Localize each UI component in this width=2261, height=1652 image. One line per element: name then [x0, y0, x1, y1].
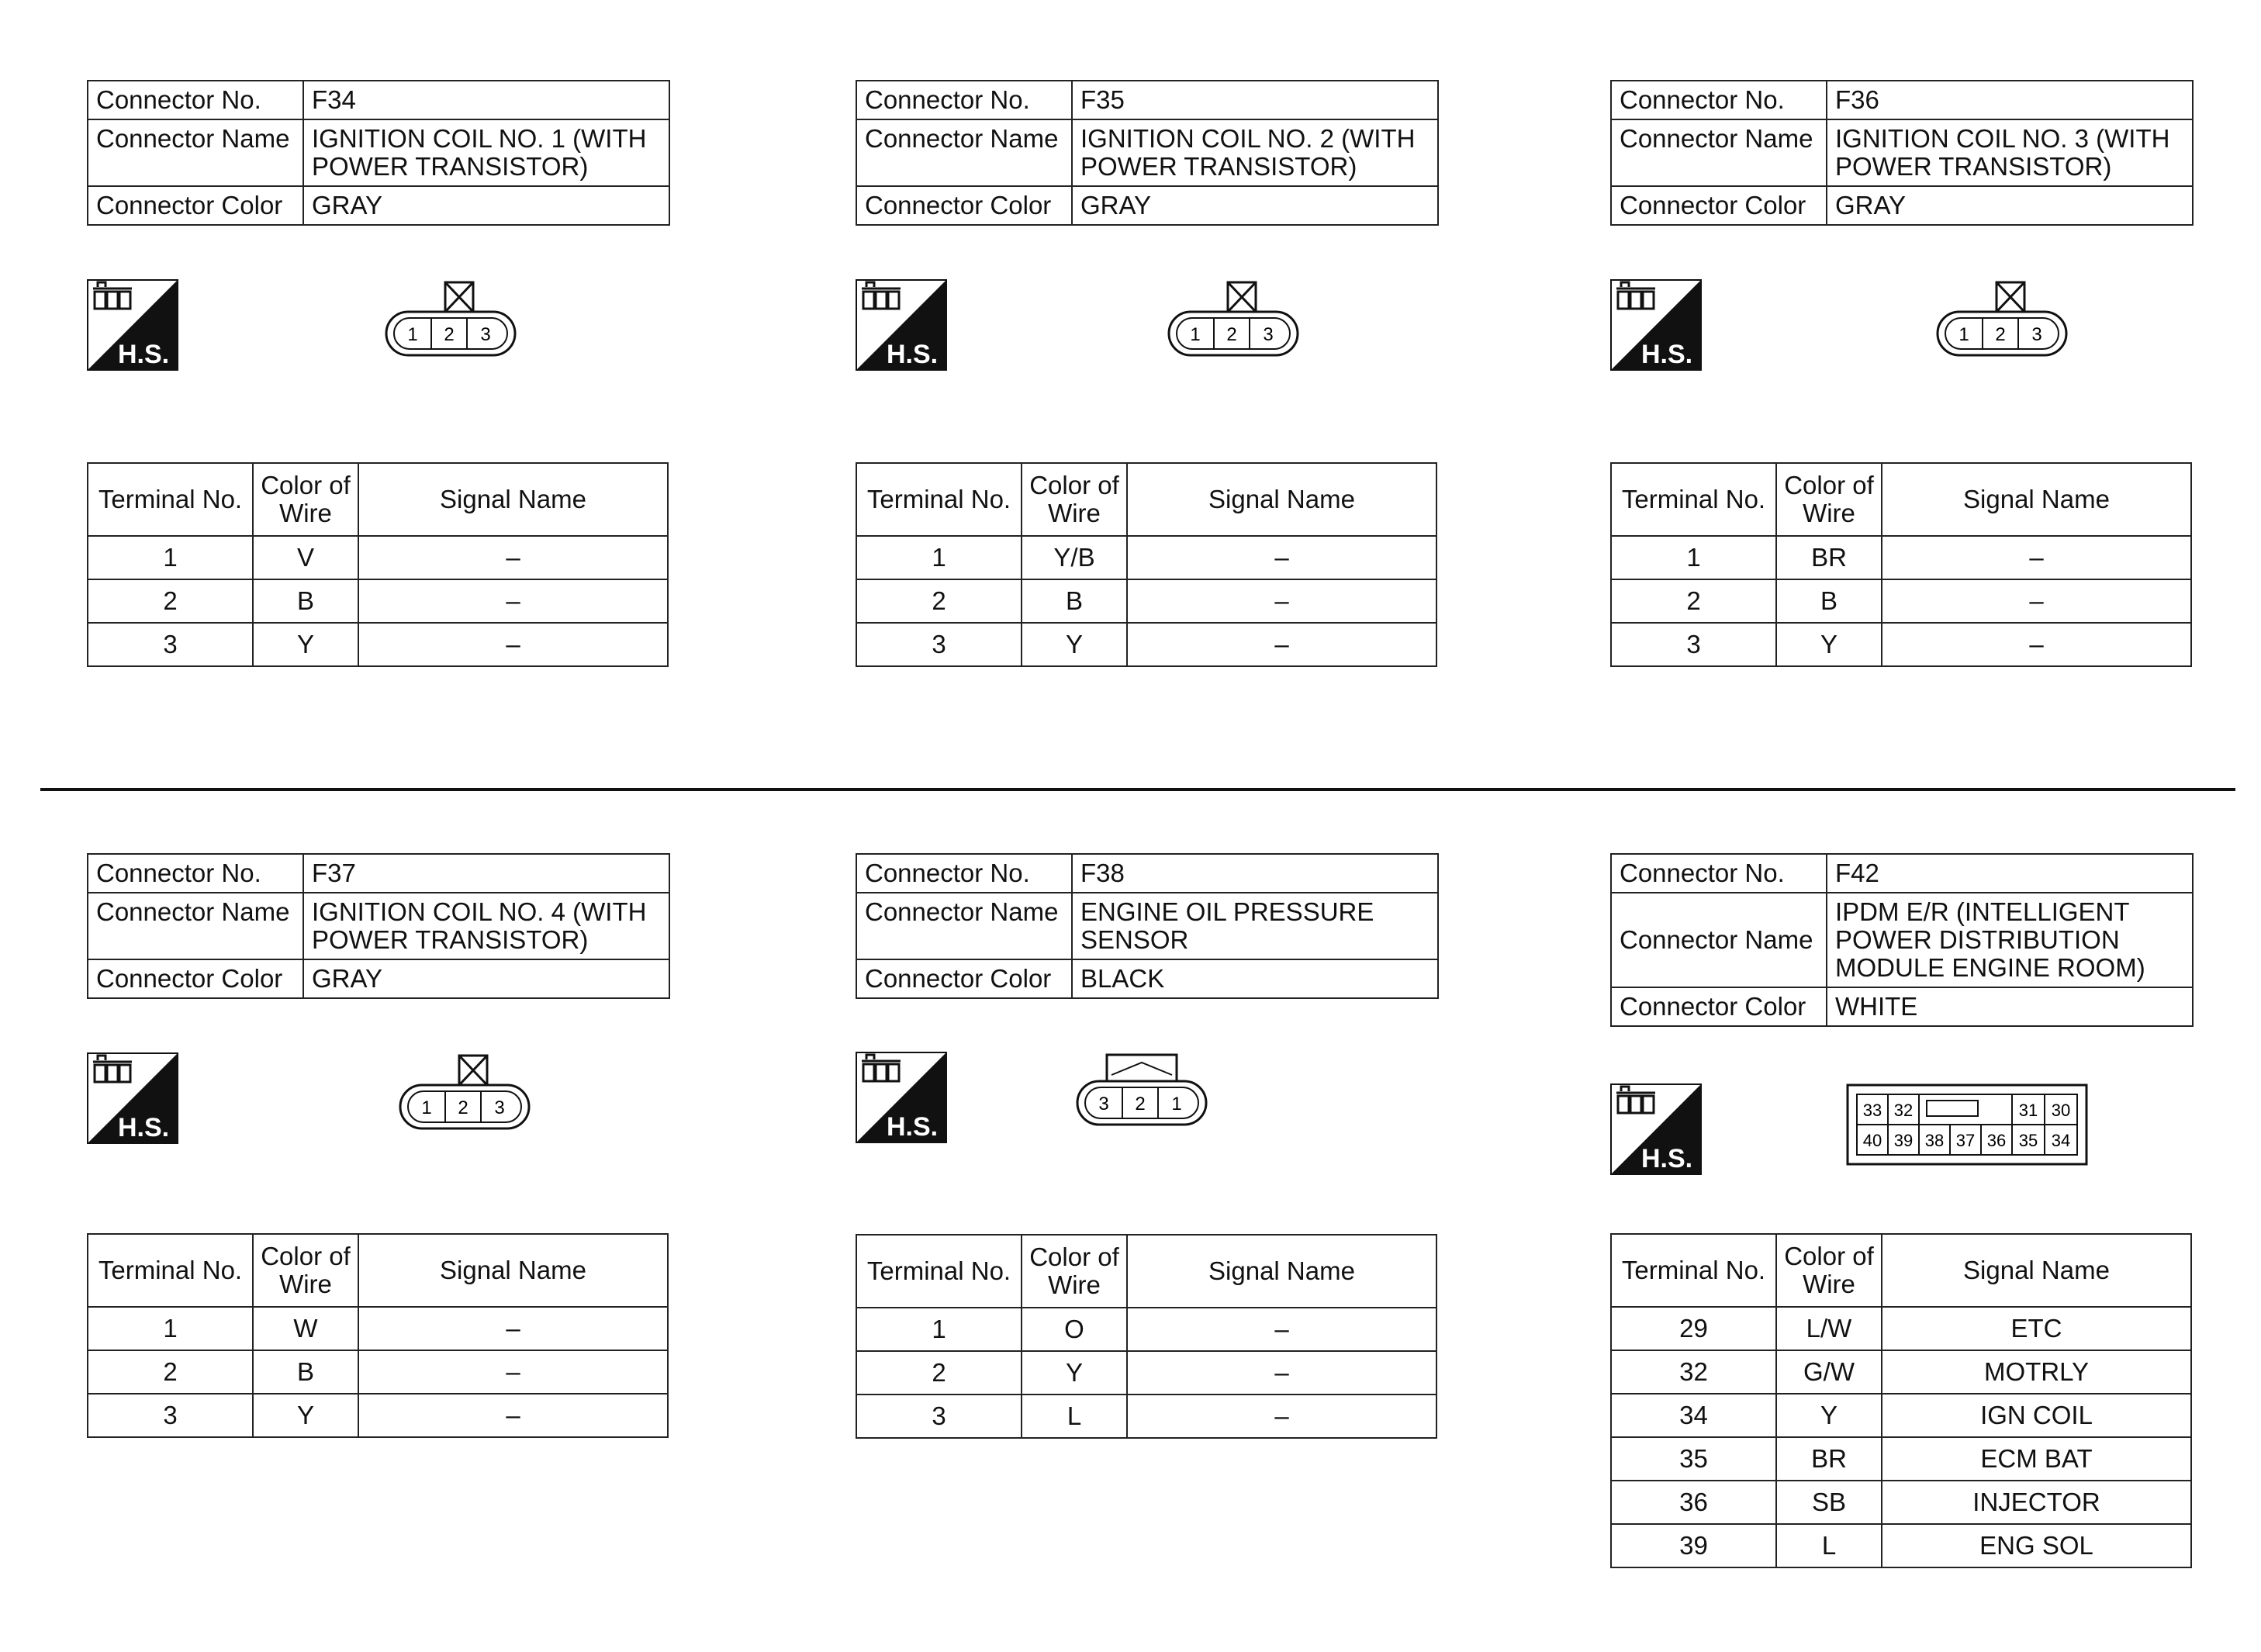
connector-name-label: Connector Name: [1611, 119, 1827, 186]
pin-label: 40: [1862, 1131, 1882, 1150]
wire-cell: O: [1022, 1308, 1127, 1351]
table-row: [1611, 1481, 2191, 1524]
terminal-no-header: Terminal No.: [856, 1235, 1022, 1308]
pin-label: 3: [2031, 324, 2042, 345]
pin-label: 1: [1190, 324, 1201, 345]
connector-color-label: Connector Color: [1611, 987, 1827, 1026]
section-divider: [40, 788, 2235, 791]
pin-label: 36: [1986, 1131, 2007, 1150]
pin-label: 2: [458, 1097, 468, 1118]
wire-cell: L: [1022, 1395, 1127, 1438]
table-row: [856, 536, 1436, 579]
connector-color-value: GRAY: [1072, 186, 1438, 225]
signal-cell: –: [1882, 623, 2191, 666]
connector-name-value: IGNITION COIL NO. 4 (WITH POWER TRANSISTOR): [303, 893, 669, 959]
terminal-table: [856, 462, 1437, 667]
table-row: [88, 1394, 668, 1437]
hs-label: H.S.: [887, 340, 939, 369]
terminal-cell: 2: [88, 1350, 253, 1394]
table-row: [856, 1308, 1436, 1351]
signal-cell: –: [1127, 1308, 1436, 1351]
connector-no-value: F35: [1072, 81, 1438, 119]
connector-info-table: [87, 80, 670, 226]
terminal-cell: 2: [856, 1351, 1022, 1395]
table-row: [1611, 579, 2191, 623]
signal-cell: –: [1882, 536, 2191, 579]
hs-label: H.S.: [118, 340, 170, 369]
terminal-cell: 35: [1611, 1437, 1776, 1481]
terminal-cell: 1: [856, 1308, 1022, 1351]
connector-color-value: BLACK: [1072, 959, 1438, 998]
pin-label: 38: [1924, 1131, 1945, 1150]
connector-name-label: Connector Name: [856, 893, 1072, 959]
signal-cell: –: [1127, 536, 1436, 579]
pin-label: 1: [407, 324, 418, 345]
wire-cell: BR: [1776, 1437, 1882, 1481]
pin-label: 3: [480, 324, 491, 345]
wire-color-header: Color of Wire: [1776, 463, 1882, 536]
pin-label: 1: [1171, 1094, 1182, 1115]
pin-label: 3: [1263, 324, 1274, 345]
connector-info-table: [1610, 853, 2194, 1027]
connector-name-label: Connector Name: [88, 119, 303, 186]
table-row: [1611, 536, 2191, 579]
connector-info-table: [856, 80, 1439, 226]
terminal-cell: 2: [88, 579, 253, 623]
connector-name-label: Connector Name: [88, 893, 303, 959]
terminal-cell: 3: [88, 623, 253, 666]
connector-no-label: Connector No.: [88, 81, 303, 119]
terminal-cell: 3: [1611, 623, 1776, 666]
signal-cell: –: [358, 1307, 668, 1350]
wire-cell: B: [253, 579, 358, 623]
table-row: [88, 623, 668, 666]
terminal-table: [856, 1234, 1437, 1439]
hs-connector-icon: [856, 279, 947, 371]
terminal-cell: 2: [1611, 579, 1776, 623]
connector-color-label: Connector Color: [856, 959, 1072, 998]
hs-connector-icon: [1610, 1083, 1702, 1175]
signal-name-header: Signal Name: [1127, 1235, 1436, 1308]
pin-label: 32: [1893, 1101, 1914, 1120]
terminal-cell: 3: [88, 1394, 253, 1437]
3-pin-connector-icon: [1167, 279, 1301, 360]
pin-label: 35: [2018, 1131, 2038, 1150]
connector-color-value: GRAY: [1827, 186, 2193, 225]
wire-cell: B: [1022, 579, 1127, 623]
wire-cell: Y: [1022, 623, 1127, 666]
connector-no-label: Connector No.: [88, 854, 303, 893]
pin-label: 2: [444, 324, 455, 345]
pin-label: 31: [2018, 1101, 2038, 1120]
signal-cell: IGN COIL: [1882, 1394, 2191, 1437]
wire-color-header: Color of Wire: [253, 1234, 358, 1307]
connector-color-label: Connector Color: [1611, 186, 1827, 225]
signal-name-header: Signal Name: [1127, 463, 1436, 536]
connector-info-table: [856, 853, 1439, 999]
pin-label: 39: [1893, 1131, 1914, 1150]
connector-name-value: IGNITION COIL NO. 1 (WITH POWER TRANSISTOR): [303, 119, 669, 186]
signal-name-header: Signal Name: [358, 463, 668, 536]
terminal-cell: 1: [856, 536, 1022, 579]
wire-color-header: Color of Wire: [1776, 1234, 1882, 1307]
wire-cell: W: [253, 1307, 358, 1350]
signal-cell: –: [1127, 1351, 1436, 1395]
table-row: [1611, 1524, 2191, 1567]
connector-no-label: Connector No.: [856, 854, 1072, 893]
wire-cell: Y: [253, 1394, 358, 1437]
table-row: [88, 1307, 668, 1350]
wire-cell: G/W: [1776, 1350, 1882, 1394]
connector-no-value: F42: [1827, 854, 2193, 893]
terminal-cell: 34: [1611, 1394, 1776, 1437]
pin-label: 33: [1862, 1101, 1882, 1120]
signal-cell: –: [1127, 1395, 1436, 1438]
pin-label: 2: [1995, 324, 2006, 345]
connector-color-value: WHITE: [1827, 987, 2193, 1026]
connector-name-value: IGNITION COIL NO. 2 (WITH POWER TRANSISTOR): [1072, 119, 1438, 186]
connector-color-label: Connector Color: [856, 186, 1072, 225]
3-pin-sensor-connector-icon: [1076, 1052, 1209, 1129]
terminal-cell: 2: [856, 579, 1022, 623]
pin-label: 2: [1135, 1094, 1146, 1115]
pin-label: 34: [2051, 1131, 2071, 1150]
connector-info-table: [87, 853, 670, 999]
wire-cell: B: [1776, 579, 1882, 623]
table-row: [88, 579, 668, 623]
wire-cell: Y/B: [1022, 536, 1127, 579]
table-row: [856, 623, 1436, 666]
signal-cell: –: [358, 1350, 668, 1394]
wire-color-header: Color of Wire: [1022, 463, 1127, 536]
table-row: [856, 579, 1436, 623]
signal-cell: ECM BAT: [1882, 1437, 2191, 1481]
connector-color-label: Connector Color: [88, 186, 303, 225]
connector-info-table: [1610, 80, 2194, 226]
connector-color-value: GRAY: [303, 959, 669, 998]
3-pin-connector-icon: [399, 1052, 532, 1133]
terminal-no-header: Terminal No.: [88, 1234, 253, 1307]
pin-label: 3: [1098, 1094, 1109, 1115]
connector-no-label: Connector No.: [1611, 854, 1827, 893]
signal-cell: –: [1882, 579, 2191, 623]
wire-cell: L/W: [1776, 1307, 1882, 1350]
3-pin-connector-icon: [1936, 279, 2069, 360]
hs-label: H.S.: [887, 1112, 939, 1142]
connector-no-label: Connector No.: [1611, 81, 1827, 119]
hs-label: H.S.: [118, 1113, 170, 1142]
connector-name-value: ENGINE OIL PRESSURE SENSOR: [1072, 893, 1438, 959]
connector-no-value: F34: [303, 81, 669, 119]
signal-cell: ENG SOL: [1882, 1524, 2191, 1567]
signal-cell: ETC: [1882, 1307, 2191, 1350]
terminal-cell: 3: [856, 623, 1022, 666]
hs-connector-icon: [856, 1052, 947, 1143]
table-row: [1611, 623, 2191, 666]
table-row: [88, 536, 668, 579]
wire-cell: SB: [1776, 1481, 1882, 1524]
signal-cell: INJECTOR: [1882, 1481, 2191, 1524]
pin-label: 30: [2051, 1101, 2071, 1120]
terminal-cell: 39: [1611, 1524, 1776, 1567]
connector-no-label: Connector No.: [856, 81, 1072, 119]
terminal-no-header: Terminal No.: [1611, 1234, 1776, 1307]
wire-cell: Y: [1776, 1394, 1882, 1437]
connector-no-value: F37: [303, 854, 669, 893]
terminal-table: [1610, 1233, 2192, 1568]
wire-cell: L: [1776, 1524, 1882, 1567]
wire-cell: Y: [1776, 623, 1882, 666]
hs-connector-icon: [87, 1052, 178, 1144]
terminal-cell: 1: [1611, 536, 1776, 579]
terminal-cell: 29: [1611, 1307, 1776, 1350]
wire-cell: V: [253, 536, 358, 579]
connector-color-value: GRAY: [303, 186, 669, 225]
pin-label: 1: [421, 1097, 432, 1118]
wire-cell: Y: [1022, 1351, 1127, 1395]
pin-label: 1: [1958, 324, 1969, 345]
signal-cell: –: [358, 623, 668, 666]
hs-label: H.S.: [1641, 340, 1693, 369]
table-row: [1611, 1394, 2191, 1437]
terminal-no-header: Terminal No.: [856, 463, 1022, 536]
signal-cell: –: [358, 1394, 668, 1437]
16-pin-connector-icon: [1846, 1083, 2090, 1169]
terminal-no-header: Terminal No.: [88, 463, 253, 536]
terminal-no-header: Terminal No.: [1611, 463, 1776, 536]
signal-name-header: Signal Name: [1882, 463, 2191, 536]
terminal-cell: 3: [856, 1395, 1022, 1438]
signal-cell: –: [358, 579, 668, 623]
wire-cell: BR: [1776, 536, 1882, 579]
pin-label: 2: [1226, 324, 1237, 345]
signal-cell: –: [1127, 579, 1436, 623]
connector-no-value: F38: [1072, 854, 1438, 893]
terminal-table: [87, 1233, 669, 1438]
signal-cell: –: [1127, 623, 1436, 666]
table-row: [88, 1350, 668, 1394]
table-row: [1611, 1350, 2191, 1394]
hs-label: H.S.: [1641, 1144, 1693, 1173]
table-row: [856, 1351, 1436, 1395]
wire-color-header: Color of Wire: [253, 463, 358, 536]
connector-no-value: F36: [1827, 81, 2193, 119]
hs-connector-icon: [87, 279, 178, 371]
signal-name-header: Signal Name: [358, 1234, 668, 1307]
wire-cell: Y: [253, 623, 358, 666]
table-row: [856, 1395, 1436, 1438]
terminal-cell: 32: [1611, 1350, 1776, 1394]
terminal-cell: 36: [1611, 1481, 1776, 1524]
signal-cell: MOTRLY: [1882, 1350, 2191, 1394]
table-row: [1611, 1437, 2191, 1481]
connector-name-label: Connector Name: [856, 119, 1072, 186]
connector-name-label: Connector Name: [1611, 893, 1827, 987]
signal-cell: –: [358, 536, 668, 579]
terminal-cell: 1: [88, 1307, 253, 1350]
wire-color-header: Color of Wire: [1022, 1235, 1127, 1308]
pin-label: 3: [494, 1097, 505, 1118]
terminal-cell: 1: [88, 536, 253, 579]
terminal-table: [87, 462, 669, 667]
signal-name-header: Signal Name: [1882, 1234, 2191, 1307]
wire-cell: B: [253, 1350, 358, 1394]
hs-connector-icon: [1610, 279, 1702, 371]
connector-name-value: IGNITION COIL NO. 3 (WITH POWER TRANSISTOR): [1827, 119, 2193, 186]
connector-color-label: Connector Color: [88, 959, 303, 998]
3-pin-connector-icon: [385, 279, 518, 360]
pin-label: 37: [1955, 1131, 1976, 1150]
terminal-table: [1610, 462, 2192, 667]
connector-name-value: IPDM E/R (INTELLIGENT POWER DISTRIBUTION MODULE ENGINE ROOM): [1827, 893, 2193, 987]
table-row: [1611, 1307, 2191, 1350]
